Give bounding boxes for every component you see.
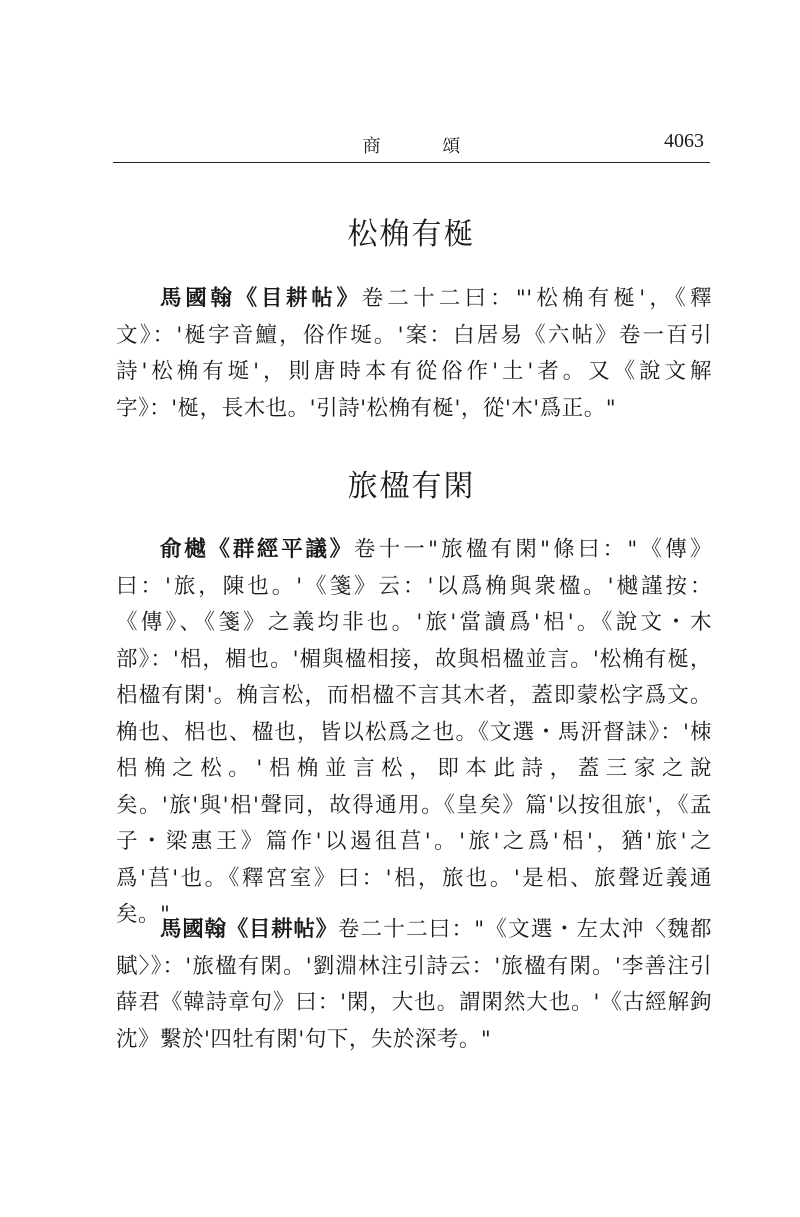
entry-paragraph — [116, 912, 712, 1058]
entry-paragraph — [116, 532, 712, 934]
section-title-1: 松桷有梴 — [347, 217, 476, 252]
entry-text: 卷二十二曰："《文選・左太沖〈魏都賦〉》：'旅楹有閑。'劉淵林注引詩云：'旅楹有閑。'李善注引薛君《韓詩章句》曰：'閑，大也。謂閑然大也。'《古經解鉤沈》繫於'四牡有閑'句下，失於深考。" — [116, 917, 712, 1052]
entry-work: 《群經平議》 — [208, 537, 354, 562]
entry-text: 卷二十二曰："'松桷有梴'，《釋文》：'梴字音鱣，俗作埏。'案：白居易《六帖》卷一百引詩'松桷有埏'，則唐時本有從俗作'土'者。又《說文解字》：'梴，長木也。'引詩'松桷有梴'，從'木'爲正。" — [116, 286, 712, 421]
entry-work: 《目耕帖》 — [235, 286, 362, 311]
page-number: 4063 — [664, 130, 704, 152]
section-title-2: 旅楹有閑 — [347, 469, 476, 504]
entry-work: 《目耕帖》 — [226, 917, 338, 942]
entry-author: 馬國翰 — [160, 917, 227, 942]
entry-author: 馬國翰 — [160, 286, 236, 311]
running-title: 商 頌 — [362, 136, 489, 157]
entry-author: 俞樾 — [160, 537, 209, 562]
entry-paragraph — [116, 281, 712, 427]
page-header — [113, 128, 710, 160]
entry-text: 卷十一"旅楹有閑"條曰："《傳》曰：'旅，陳也。'《箋》云：'以爲桷與衆楹。'樾謹按：《傳》、《箋》之義均非也。'旅'當讀爲'梠'。《說文・木部》：'梠，楣也。'楣與楹相接，故與梠楹並言。'松桷有梴，梠楹有閑'。桷言松，而梠楹不言其木者，蓋即蒙松字爲文。桷也、梠也、楹也，皆以松爲之也。《文選・馬汧督誄》：'栜梠桷之松。'梠桷並言松，即本此詩，蓋三家之說矣。'旅'與'梠'聲同，故得通用。《皇矣》篇'以按徂旅'，《孟子・梁惠王》篇作'以遏徂莒'。'旅'之爲'梠'，猶'旅'之爲'莒'也。《釋宮室》曰：'梠，旅也。'是梠、旅聲近義通矣。" — [116, 537, 712, 927]
header-rule — [113, 162, 710, 163]
